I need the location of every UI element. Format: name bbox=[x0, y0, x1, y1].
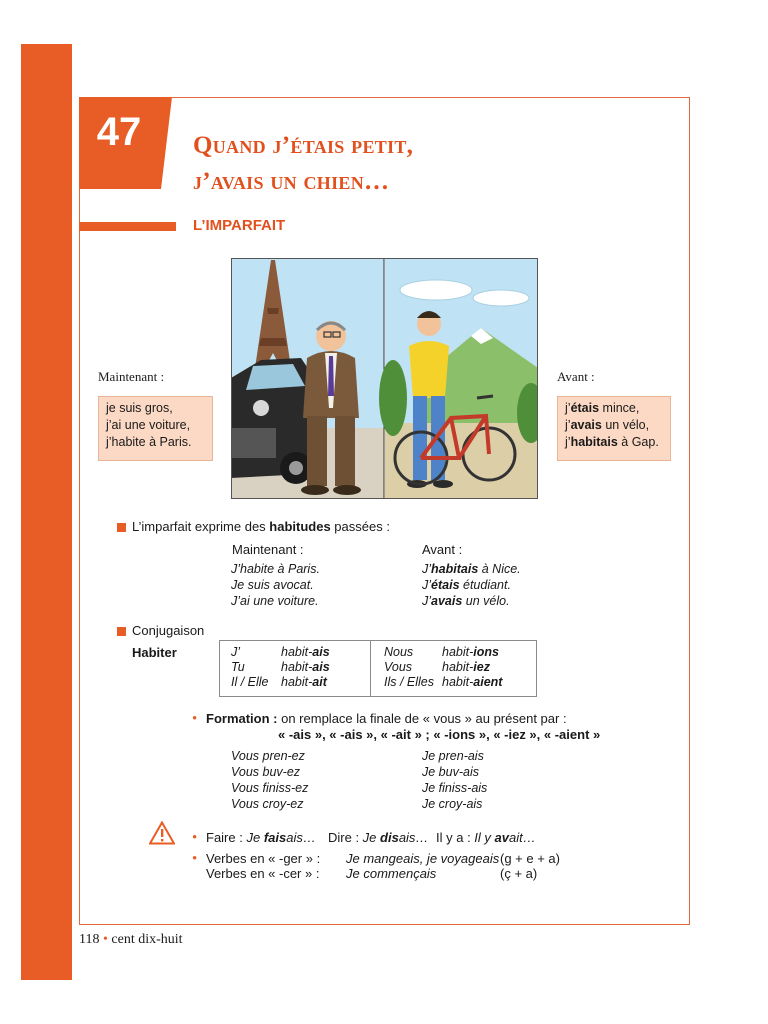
verb-form: habit-aient bbox=[442, 675, 503, 689]
irregular-il-y-a: Il y a : Il y avait… bbox=[436, 830, 536, 845]
right-speech-box bbox=[557, 396, 671, 461]
example-line: Je pren-ais bbox=[422, 749, 484, 763]
example-line: Vous finiss-ez bbox=[231, 781, 309, 795]
warning-icon bbox=[149, 821, 175, 845]
verb-form: habit-iez bbox=[442, 660, 490, 674]
conjugation-right-pronouns bbox=[384, 645, 434, 690]
verbs-ger-label: Verbes en « -ger » : bbox=[206, 851, 321, 866]
example-line: J’ai une voiture. bbox=[231, 594, 319, 608]
pronoun: J’ bbox=[231, 645, 241, 659]
illustration bbox=[231, 258, 538, 499]
example-line: J’avais un vélo. bbox=[422, 594, 510, 608]
footer-dot-icon: • bbox=[102, 932, 108, 947]
verbs-ger-rule: (g + e + a) bbox=[500, 851, 560, 866]
bullet-square-icon bbox=[117, 523, 126, 532]
page-number-words: cent dix-huit bbox=[111, 932, 183, 947]
conjugation-right-forms bbox=[442, 645, 502, 690]
right-caption: Avant : bbox=[557, 369, 595, 384]
page-footer bbox=[79, 932, 183, 948]
table-divider bbox=[370, 640, 371, 697]
conjugation-left-forms bbox=[281, 645, 330, 690]
right-box-line: j’habitais à Gap. bbox=[565, 435, 659, 449]
subtitle: L’IMPARFAIT bbox=[193, 217, 286, 234]
formation-endings: « -ais », « -ais », « -ait » ; « -ions », « -iez », « -aient » bbox=[278, 727, 601, 742]
examples-now bbox=[231, 561, 320, 609]
example-line: Vous croy-ez bbox=[231, 797, 304, 811]
pronoun: Tu bbox=[231, 660, 245, 674]
page-title-line-2: j’avais un chien… bbox=[193, 168, 390, 195]
pronoun: Nous bbox=[384, 645, 414, 659]
example-line: J’étais étudiant. bbox=[422, 578, 511, 592]
page-title-line-1: Quand j’étais petit, bbox=[193, 132, 414, 159]
pronoun: Il / Elle bbox=[231, 675, 269, 689]
verbs-cer-rule: (ç + a) bbox=[500, 866, 538, 881]
side-band bbox=[21, 44, 72, 980]
left-box-line: j’habite à Paris. bbox=[106, 435, 192, 449]
verbs-cer-label: Verbes en « -cer » : bbox=[206, 866, 320, 881]
verb-form: habit-ions bbox=[442, 645, 499, 659]
page-number: 118 bbox=[79, 932, 100, 947]
pronoun: Vous bbox=[384, 660, 413, 674]
irregular-dire: Dire : Je disais… bbox=[328, 830, 429, 845]
example-line: Vous pren-ez bbox=[231, 749, 305, 763]
bullet-dot-icon: • bbox=[192, 830, 198, 846]
example-line: J’habite à Paris. bbox=[231, 562, 320, 576]
bullet-dot-icon: • bbox=[192, 711, 198, 727]
examples-before bbox=[422, 561, 521, 609]
right-box-line: j’étais mince, bbox=[565, 401, 640, 415]
irregular-faire: Faire : Je faisais… bbox=[206, 830, 316, 845]
verb-form: habit-ais bbox=[281, 660, 330, 674]
example-line: Vous buv-ez bbox=[231, 765, 301, 779]
right-box-line: j’avais un vélo, bbox=[565, 418, 650, 432]
example-line: Je finiss-ais bbox=[422, 781, 488, 795]
section-imparfait-intro: L’imparfait exprime des habitudes passées : bbox=[132, 519, 390, 534]
verbs-cer-example: Je commençais bbox=[346, 866, 437, 881]
verb-form: habit-ais bbox=[281, 645, 330, 659]
example-line: Je suis avocat. bbox=[231, 578, 314, 592]
example-line: Je buv-ais bbox=[422, 765, 479, 779]
verb-form: habit-ait bbox=[281, 675, 327, 689]
bullet-square-icon bbox=[117, 627, 126, 636]
section-conjugaison-heading: Conjugaison bbox=[132, 623, 205, 638]
verb-label: Habiter bbox=[132, 645, 177, 660]
formation-examples-imparfait bbox=[422, 748, 487, 812]
left-caption: Maintenant : bbox=[98, 369, 165, 384]
example-line: Je croy-ais bbox=[422, 797, 483, 811]
example-line: J’habitais à Nice. bbox=[422, 562, 521, 576]
column-heading-before: Avant : bbox=[422, 542, 463, 557]
subtitle-bar bbox=[79, 222, 176, 231]
column-heading-now: Maintenant : bbox=[232, 542, 304, 557]
formation-rule: Formation : on remplace la finale de « vous » au présent par : bbox=[206, 711, 567, 726]
pronoun: Ils / Elles bbox=[384, 675, 435, 689]
verbs-ger-example: Je mangeais, je voyageais bbox=[346, 851, 500, 866]
left-speech-box bbox=[98, 396, 213, 461]
left-box-line: je suis gros, bbox=[106, 401, 173, 415]
left-box-line: j’ai une voiture, bbox=[106, 418, 191, 432]
bullet-dot-icon: • bbox=[192, 851, 198, 867]
conjugation-left-pronouns bbox=[231, 645, 269, 690]
formation-examples-present bbox=[231, 748, 308, 812]
chapter-number: 47 bbox=[96, 110, 142, 154]
